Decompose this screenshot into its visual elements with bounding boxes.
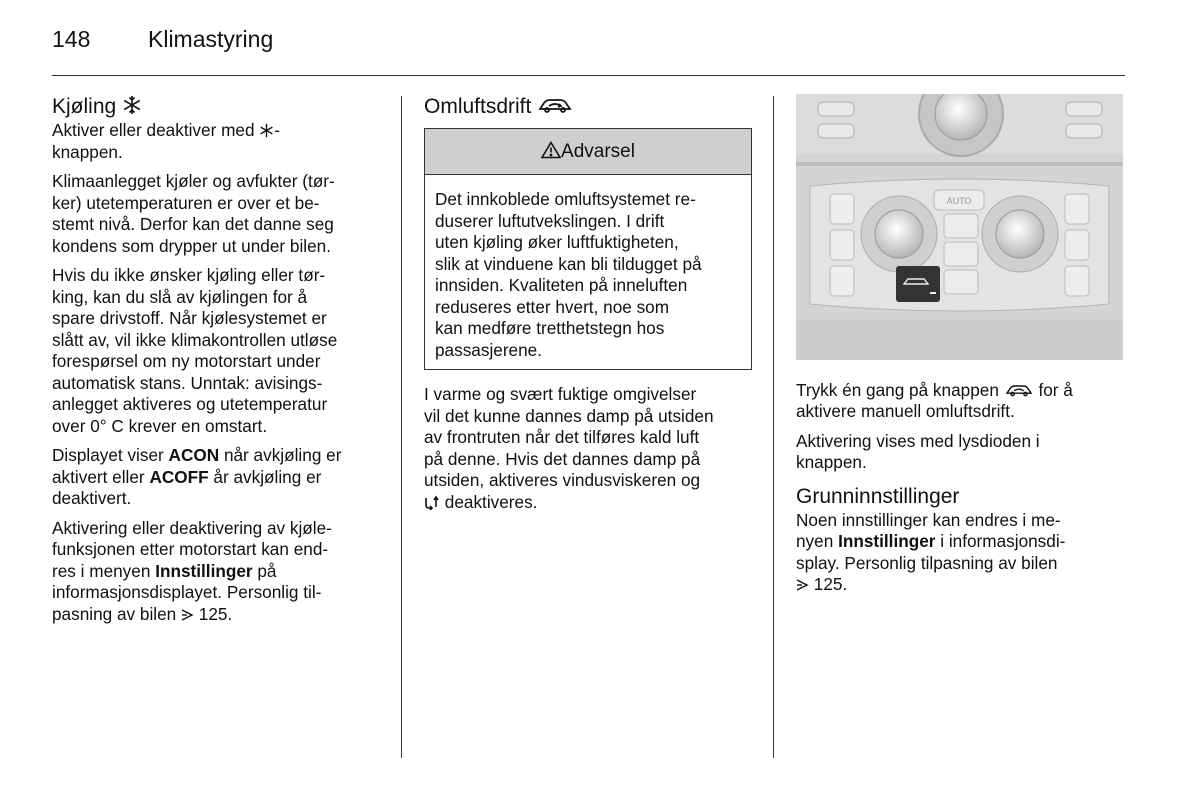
page-reference-arrow-icon — [796, 578, 809, 592]
paragraph-settings: Aktivering eller deaktivering av kjøle- funksjonen etter motorstart kan end- res i menyen Innstillinger på informasjonsdisplayet. Personlig til- pasning av bilen 125. — [52, 517, 332, 624]
paragraph-basic-settings: Noen innstillinger kan endres i me- nyen Innstillinger i informasjonsdi- splay. Personlig tilpasning av bilen 125. — [796, 509, 1066, 594]
paragraph-ac-function: Klimaanlegget kjøler og avfukter (tør- ker) utetemperaturen er over et be- stemt nivå. Derfor kan det danne seg kondens som drypper ut under bilen. — [52, 171, 335, 256]
warning-triangle-icon — [541, 141, 561, 159]
column-1 — [52, 94, 387, 633]
section-heading-omluftsdrift: Omluftsdrift — [424, 94, 752, 120]
warning-title: Advarsel — [561, 141, 635, 162]
warning-text: Det innkoblede omluftsystemet re- duserer luftutvekslingen. I drift uten kjøling øker luftfuktigheten, slik at vinduene kan bli tildugget på innsiden. Kvaliteten på inneluften reduseres etter hvert, noe som kan medføre tretthetstegn hos passasjerene. — [435, 189, 702, 360]
section-heading-kjoling: Kjøling — [52, 94, 387, 120]
auto-button-label: AUTO — [946, 196, 972, 206]
windscreen-air-icon — [424, 495, 440, 510]
paragraph-cooling-off: Hvis du ikke ønsker kjøling eller tør- king, kan du slå av kjølingen for å spare drivstoff. Når kjølesystemet er slått av, vil ikke klimakontrollen utløse forespørsel om ny motorstart under automatisk stans. Unntak: avisings- anlegget aktiveres og utetemperatur over 0° C krever en omstart. — [52, 265, 338, 436]
page-reference-arrow-icon — [181, 608, 194, 622]
column-divider-1 — [401, 96, 402, 758]
paragraph-toggle: Aktiver eller deaktiver med - knappen. — [52, 120, 281, 162]
column-3 — [796, 94, 1126, 604]
paragraph-humid-conditions: I varme og svært fuktige omgivelser vil det kunne dannes damp på utsiden av frontruten når det tilføres kald luft på denne. Hvis det dannes damp på utsiden, aktiveres vindusviskeren og deaktiveres. — [424, 384, 714, 512]
chapter-title: Klimastyring — [148, 26, 274, 52]
column-2 — [424, 94, 752, 521]
warning-box — [424, 128, 752, 370]
recirculation-icon — [1004, 382, 1034, 398]
paragraph-led: Aktivering vises med lysdioden i knappen. — [796, 430, 1040, 472]
column-divider-2 — [773, 96, 774, 758]
section-heading-grunninnstillinger: Grunninnstillinger — [796, 484, 960, 508]
recirculation-icon — [537, 95, 573, 115]
warning-header — [425, 129, 751, 175]
climate-control-panel-photo — [796, 94, 1123, 360]
paragraph-press-button: Trykk én gang på knappen for å aktivere manuell omluftsdrift. — [796, 379, 1073, 421]
snowflake-icon — [259, 123, 274, 138]
page-number: 148 — [52, 26, 91, 52]
paragraph-display: Displayet viser ACON når avkjøling er aktivert eller ACOFF år avkjøling er deaktivert. — [52, 445, 342, 508]
header-rule — [52, 75, 1125, 76]
snowflake-icon — [122, 95, 142, 115]
